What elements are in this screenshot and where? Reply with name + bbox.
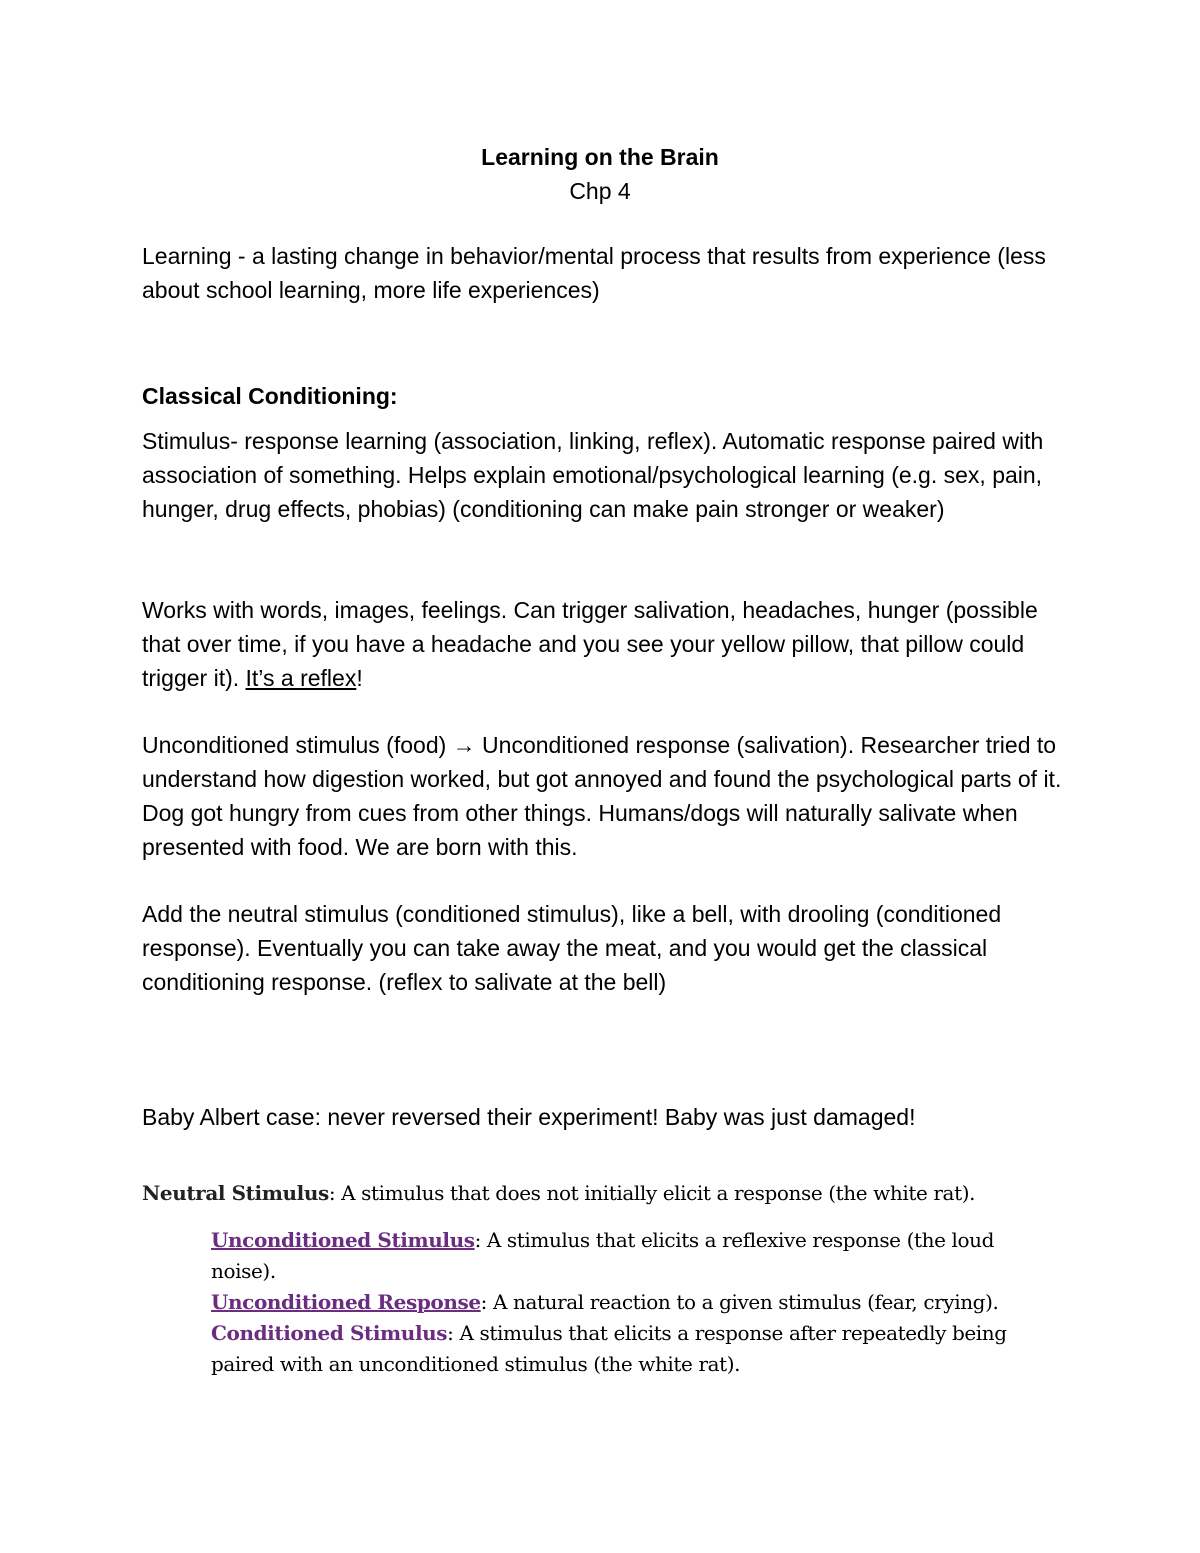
term-link-unconditioned-stimulus[interactable]: Unconditioned Stimulus (211, 1228, 475, 1252)
classical-conditioning-paragraph: Stimulus- response learning (association, linking, reflex). Automatic response paired with association of something. Helps explain emotional/psychological learning (e.g. sex, pain, hunger, drug effects, phobias) (conditioning can make pain stronger or weaker) (142, 428, 1044, 522)
neutral-stimulus-term: Neutral Stimulus (142, 1181, 329, 1205)
document-subtitle: Chp 4 (569, 178, 631, 204)
definition-text: : A stimulus that elicits a reflexive response (the loud noise). (211, 1228, 995, 1283)
neutral-stimulus-definition (142, 1178, 1062, 1209)
unconditioned-paragraph: Unconditioned stimulus (food) → Unconditioned response (salivation). Researcher tried to understand how digestion worked, but got annoyed and found the psychological parts of it. Dog got hungry from cues from other things. Humans/dogs will naturally salivate when presented with food. We are born with this. (142, 732, 1062, 860)
definition-text: : A stimulus that elicits a response after repeatedly being paired with an unconditioned stimulus (the white rat). (211, 1321, 1007, 1376)
reflex-link[interactable]: It’s a reflex (245, 665, 357, 691)
reflex-exclaim: ! (356, 665, 363, 691)
neutral-stimulus-paragraph: Add the neutral stimulus (conditioned stimulus), like a bell, with drooling (conditioned response). Eventually you can take away the meat, and you would get the classical conditioning response. (reflex to salivate at the bell) (142, 901, 1002, 995)
classical-conditioning-heading: Classical Conditioning: (142, 383, 398, 409)
neutral-stimulus-def-text: : A stimulus that does not initially elicit a response (the white rat). (328, 1181, 976, 1205)
learning-definition: Learning - a lasting change in behavior/mental process that results from experience (less about school learning, more life experiences) (142, 243, 1046, 303)
baby-albert-note: Baby Albert case: never reversed their experiment! Baby was just damaged! (142, 1104, 916, 1130)
term-conditioned-stimulus: Conditioned Stimulus (211, 1321, 448, 1345)
definition-conditioned-stimulus (211, 1318, 1061, 1380)
definitions-list (211, 1225, 1061, 1380)
works-with-text: Works with words, images, feelings. Can trigger salivation, headaches, hunger (possible that over time, if you have a headache and you see your yellow pillow, that pillow could trigger it). (142, 597, 1038, 691)
term-link-unconditioned-response[interactable]: Unconditioned Response (211, 1290, 481, 1314)
definition-text: : A natural reaction to a given stimulus (fear, crying). (480, 1290, 999, 1314)
works-with-paragraph (142, 593, 1062, 695)
document-title: Learning on the Brain (481, 144, 719, 170)
definition-unconditioned-stimulus (211, 1225, 1061, 1287)
definition-unconditioned-response (211, 1287, 1061, 1318)
